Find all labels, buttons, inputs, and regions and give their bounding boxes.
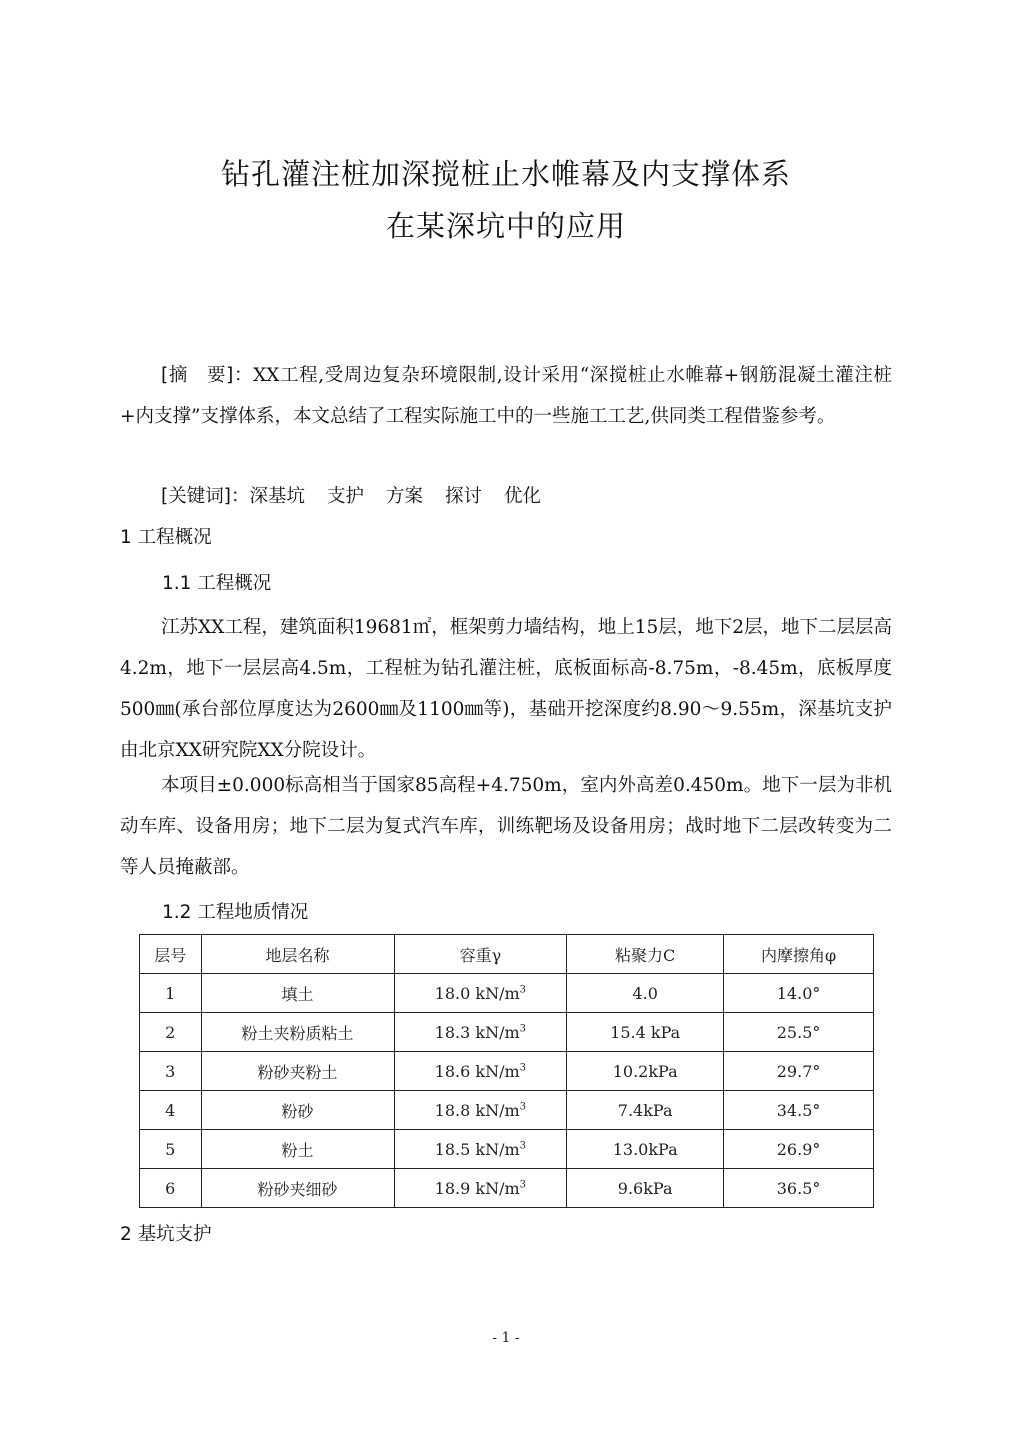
cell-cohesion-text: 10.2kPa — [612, 1061, 678, 1081]
cell-unit-weight — [394, 974, 567, 1013]
cell-layer-name-text: 粉土夹粉质粘土 — [241, 1023, 354, 1043]
cell-layer-name-text: 粉土 — [281, 1140, 314, 1160]
section-1-1-heading: 1.1 工程概况 — [162, 573, 272, 594]
keywords-label: [关键词] — [161, 486, 231, 507]
cell-cohesion — [567, 1052, 724, 1091]
cell-layer-name-text: 填土 — [281, 984, 314, 1004]
cell-friction-angle — [724, 1013, 874, 1052]
cell-cohesion — [567, 1169, 724, 1208]
cell-layer-no-text: 6 — [165, 1178, 176, 1198]
header-layer-name: 地层名称 — [201, 935, 394, 974]
cell-unit-weight — [394, 1052, 567, 1091]
cell-layer-name — [201, 1052, 394, 1091]
cell-layer-no — [140, 1169, 202, 1208]
cell-friction-angle-text: 14.0° — [776, 983, 821, 1003]
table-row — [140, 1091, 874, 1130]
table-row — [140, 974, 874, 1013]
cell-friction-angle-text: 25.5° — [776, 1022, 821, 1042]
abstract-text: ：XX工程,受周边复杂环境限制,设计采用“深搅桩止水帷幕+钢筋混凝土灌注桩+内支撑”支撑体系，本文总结了工程实际施工中的一些施工工艺,供同类工程借鉴参考。 — [120, 365, 892, 427]
table-row — [140, 1013, 874, 1052]
cell-cohesion — [567, 1013, 724, 1052]
cell-cohesion — [567, 1130, 724, 1169]
overview-paragraph-2: 本项目±0.000标高相当于国家85高程+4.750m，室内外高差0.450m。地下一层为非机动车库、设备用房；地下二层为复式汽车库，训练靶场及设备用房；战时地下二层改转变为二等人员掩蔽部。 — [120, 775, 892, 878]
cell-layer-no-text: 4 — [165, 1100, 176, 1120]
cell-unit-weight-text: 18.9 kN/m — [434, 1178, 520, 1198]
cell-unit-weight — [394, 1130, 567, 1169]
header-unit-weight: 容重γ — [394, 935, 567, 974]
keyword-item: 支护 — [326, 486, 364, 507]
page-number: - 1 - — [492, 1330, 520, 1346]
cell-layer-name — [201, 1091, 394, 1130]
unit-superscript: 3 — [519, 1062, 527, 1074]
geology-table — [139, 934, 874, 1208]
keywords-separator: ： — [230, 486, 250, 507]
cell-layer-name — [201, 1013, 394, 1052]
cell-layer-no — [140, 1130, 202, 1169]
cell-unit-weight-text: 18.0 kN/m — [434, 983, 520, 1003]
cell-friction-angle — [724, 1052, 874, 1091]
cell-unit-weight — [394, 1013, 567, 1052]
cell-layer-name-text: 粉砂夹细砂 — [257, 1179, 338, 1199]
cell-layer-name-text: 粉砂 — [281, 1101, 314, 1121]
cell-friction-angle — [724, 1091, 874, 1130]
cell-unit-weight-text: 18.5 kN/m — [434, 1139, 520, 1159]
cell-friction-angle-text: 29.7° — [776, 1061, 821, 1081]
cell-cohesion-text: 15.4 kPa — [610, 1022, 681, 1042]
cell-friction-angle — [724, 1130, 874, 1169]
abstract-paragraph — [120, 355, 892, 437]
cell-friction-angle-text: 26.9° — [776, 1139, 821, 1159]
cell-layer-no-text: 1 — [165, 983, 176, 1003]
overview-paragraph-1: 江苏XX工程，建筑面积19681㎡，框架剪力墙结构，地上15层，地下2层，地下二层层高4.2m，地下一层层高4.5m，工程桩为钻孔灌注桩，底板面标高-8.75m，-8.45m，底板厚度500㎜(承台部位厚度达为2600㎜及1100㎜等)，基础开挖深度约8.90～9.55m，深基坑支护由北京XX研究院XX分院设计。 — [120, 617, 893, 761]
cell-layer-no-text: 5 — [165, 1139, 176, 1159]
keyword-item: 优化 — [504, 486, 542, 507]
cell-layer-name — [201, 1169, 394, 1208]
table-row — [140, 1130, 874, 1169]
section-1-heading: 1 工程概况 — [120, 527, 212, 548]
abstract-label: [摘 要] — [161, 365, 234, 386]
cell-layer-no-text: 3 — [165, 1061, 176, 1081]
cell-unit-weight-text: 18.3 kN/m — [434, 1022, 520, 1042]
cell-friction-angle — [724, 974, 874, 1013]
keyword-item: 深基坑 — [249, 486, 305, 507]
table-row — [140, 1169, 874, 1208]
cell-layer-no — [140, 974, 202, 1013]
keyword-item: 方案 — [385, 486, 423, 507]
keyword-item: 探讨 — [445, 486, 483, 507]
cell-layer-name-text: 粉砂夹粉土 — [257, 1062, 338, 1082]
table-row — [140, 1052, 874, 1091]
section-2-heading: 2 基坑支护 — [120, 1224, 212, 1245]
unit-superscript: 3 — [519, 984, 527, 996]
cell-layer-no-text: 2 — [165, 1022, 176, 1042]
cell-layer-no — [140, 1091, 202, 1130]
unit-superscript: 3 — [519, 1140, 527, 1152]
cell-cohesion-text: 4.0 — [632, 983, 658, 1003]
cell-friction-angle-text: 36.5° — [776, 1178, 821, 1198]
title-line-2: 在某深坑中的应用 — [385, 209, 626, 243]
cell-unit-weight-text: 18.8 kN/m — [434, 1100, 520, 1120]
section-1-2-heading: 1.2 工程地质情况 — [162, 902, 309, 923]
header-friction-angle: 内摩擦角φ — [724, 935, 874, 974]
unit-superscript: 3 — [519, 1179, 527, 1191]
cell-friction-angle-text: 34.5° — [776, 1100, 821, 1120]
cell-cohesion-text: 9.6kPa — [617, 1178, 673, 1198]
cell-cohesion — [567, 1091, 724, 1130]
cell-layer-name — [201, 974, 394, 1013]
cell-layer-no — [140, 1013, 202, 1052]
header-cohesion: 粘聚力C — [567, 935, 724, 974]
header-layer-no: 层号 — [140, 935, 202, 974]
cell-layer-no — [140, 1052, 202, 1091]
cell-cohesion — [567, 974, 724, 1013]
cell-unit-weight-text: 18.6 kN/m — [434, 1061, 520, 1081]
keywords-paragraph — [120, 476, 892, 517]
cell-layer-name — [201, 1130, 394, 1169]
unit-superscript: 3 — [519, 1023, 527, 1035]
cell-friction-angle — [724, 1169, 874, 1208]
cell-unit-weight — [394, 1169, 567, 1208]
cell-cohesion-text: 13.0kPa — [612, 1139, 678, 1159]
title-line-1: 钻孔灌注桩加深搅桩止水帷幕及内支撑体系 — [220, 157, 791, 191]
cell-cohesion-text: 7.4kPa — [617, 1100, 673, 1120]
unit-superscript: 3 — [519, 1101, 527, 1113]
table-header-row — [140, 935, 874, 974]
cell-unit-weight — [394, 1091, 567, 1130]
